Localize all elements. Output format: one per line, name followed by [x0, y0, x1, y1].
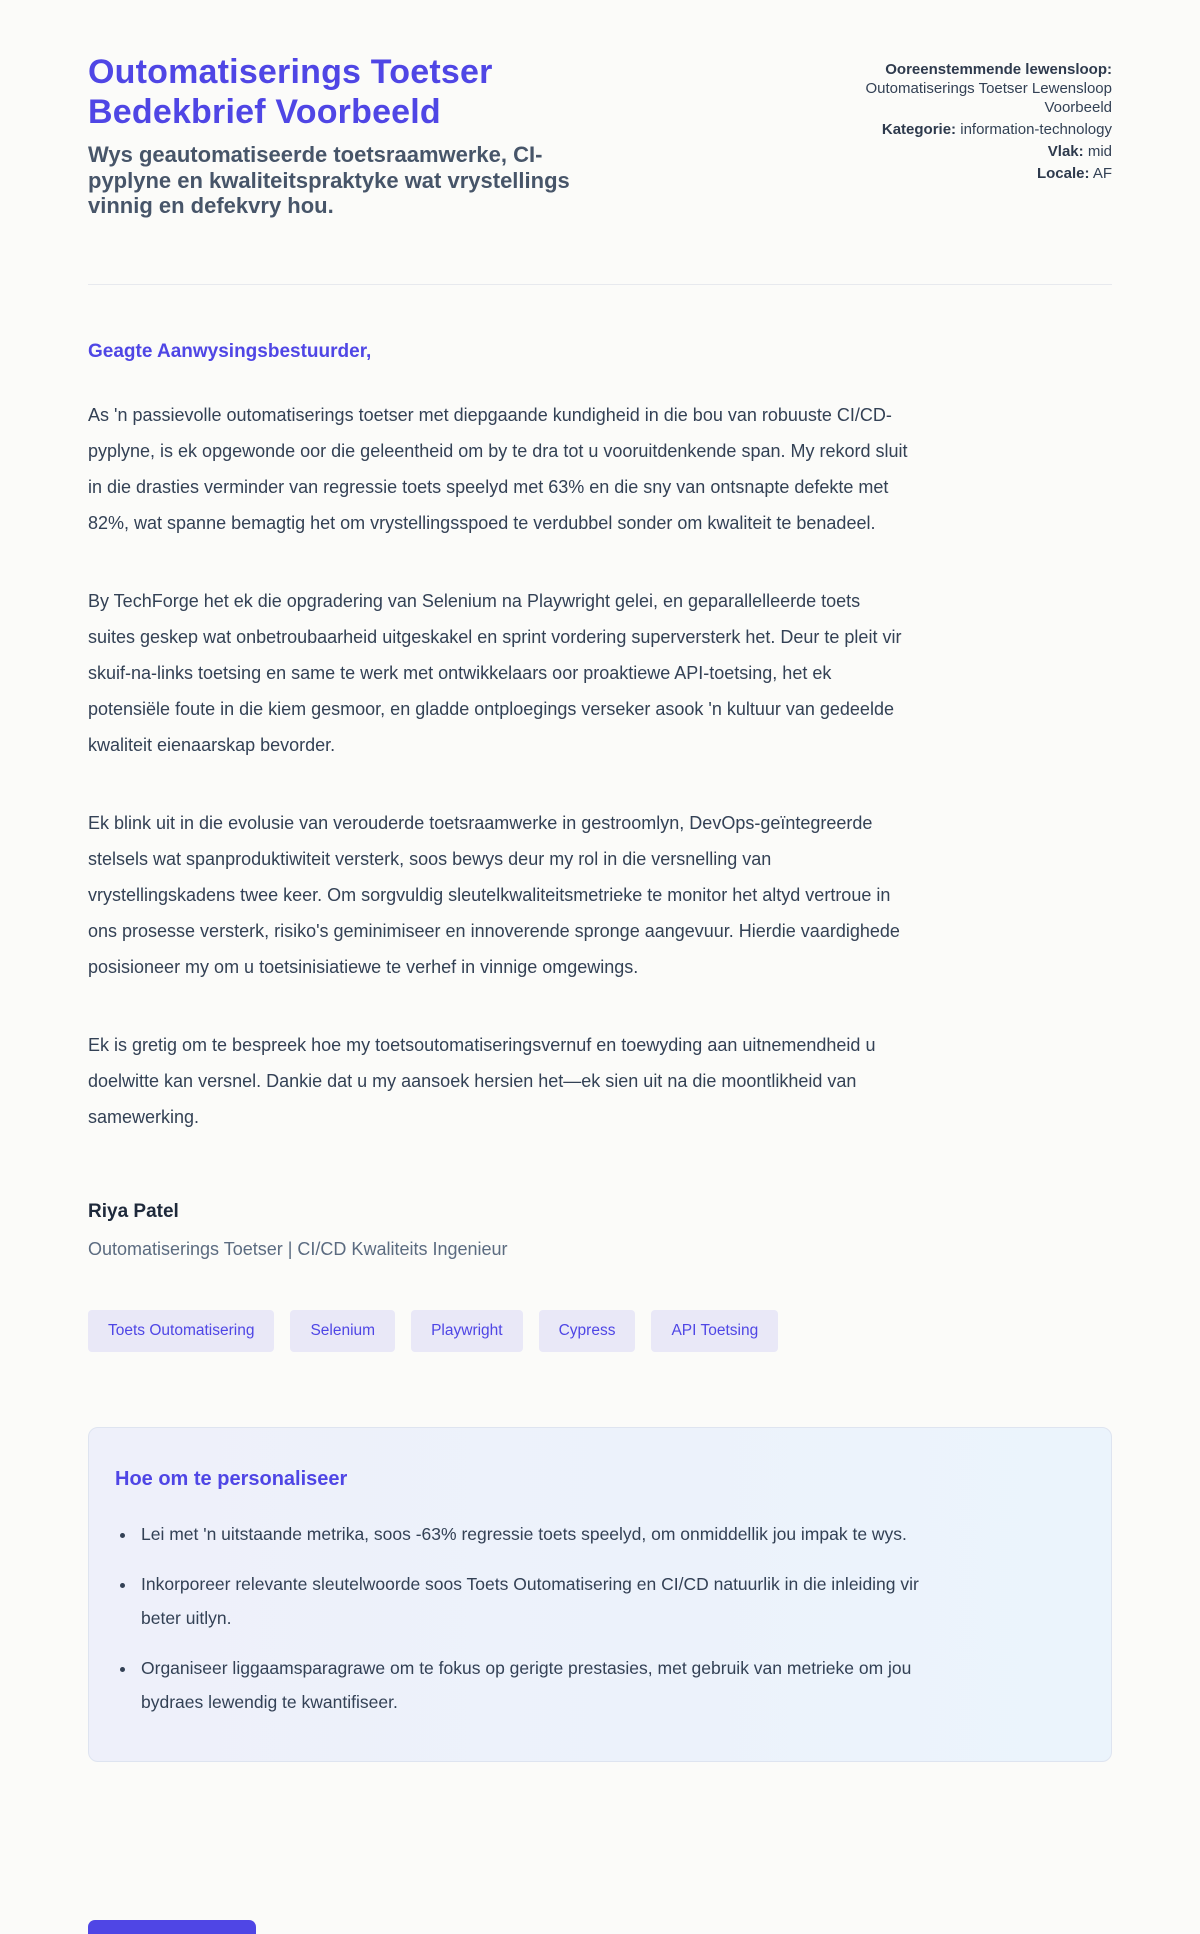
skill-tags-row	[88, 1310, 1112, 1352]
signature-name: Riya Patel	[88, 1201, 179, 1223]
tips-title: Hoe om te personaliseer	[115, 1468, 348, 1491]
tips-item: • Organiseer liggaamsparagrawe om te fokus op gerigte prestasies, met gebruik van metrieke om jou bydraes lewendig te kwantifiseer.	[137, 1651, 927, 1719]
meta-locale	[812, 164, 1112, 183]
letter-paragraph: By TechForge het ek die opgradering van Selenium na Playwright gelei, en geparallelleerde toets suites geskep wat onbetroubaarheid uitgeskakel en sprint vordering superversterk het. Deur te pleit vir skuif-na-links toetsing en same te werk met ontwikkelaars oor proaktiewe API-toetsing, het ek potensiële foute in die kiem gesmoor, en gladde ontploegings verseker asook 'n kultuur van gedeelde kwaliteit eienaarskap bevorder.	[88, 591, 902, 756]
header-divider	[88, 284, 1112, 285]
cutoff-button-partial[interactable]	[88, 1920, 256, 1934]
personalization-tips-box	[88, 1427, 1112, 1762]
letter-paragraph: As 'n passievolle outomatiserings toetser met diepgaande kundigheid in die bou van robuuste CI/CD-pyplyne, is ek opgewonde oor die geleentheid om by te dra tot u vooruitdenkende span. My rekord sluit in die drasties verminder van regressie toets speelyd met 63% en die sny van ontsnapte defekte met 82%, wat spanne bemagtig het om vrystellingsspoed te verdubbel sonder om kwaliteit te benadeel.	[88, 405, 908, 534]
tips-item: • Lei met 'n uitstaande metrika, soos -63% regressie toets speelyd, om onmiddellik jou impak te wys.	[137, 1517, 927, 1551]
signature-role: Outomatiserings Toetser | CI/CD Kwaliteits Ingenieur	[88, 1239, 508, 1260]
tag-playwright[interactable]: Playwright	[411, 1310, 523, 1352]
meta-value: AF	[1092, 165, 1112, 183]
tag-api-toetsing[interactable]: API Toetsing	[651, 1310, 778, 1352]
meta-category	[812, 120, 1112, 139]
meta-label: Kategorie:	[881, 121, 957, 139]
meta-level	[812, 142, 1112, 161]
tips-list	[115, 1517, 1081, 1719]
letter-greeting: Geagte Aanwysingsbestuurder,	[88, 341, 372, 363]
meta-label: Locale:	[1036, 165, 1090, 183]
tag-cypress[interactable]: Cypress	[539, 1310, 636, 1352]
page-subtitle: Wys geautomatiseerde toetsraamwerke, CI-pyplyne en kwaliteitspraktyke wat vrystellings vinnig en defekvry hou.	[88, 142, 570, 218]
meta-matching-resume	[812, 60, 1112, 117]
page-title: Outomatiserings Toetser Bedekbrief Voorbeeld	[88, 53, 493, 132]
meta-value: information-technology	[960, 121, 1112, 139]
letter-paragraph: Ek blink uit in die evolusie van verouderde toetsraamwerke in gestroomlyn, DevOps-geïntegreerde stelsels wat spanproduktiwiteit versterk, soos bewys deur my rol in die versnelling van vrystellingskadens twee keer. Om sorgvuldig sleutelkwaliteitsmetrieke te monitor het altyd vertroue in ons prosesse versterk, risiko's geminimiseer en innoverende spronge aangevuur. Hierdie vaardighede posisioneer my om u toetsinisiatiewe te verhef in vinnige omgewings.	[88, 813, 900, 978]
tips-item: • Inkorporeer relevante sleutelwoorde soos Toets Outomatisering en CI/CD natuurlik in die inleiding vir beter uitlyn.	[137, 1567, 927, 1635]
page-container	[88, 0, 1112, 1762]
letter-paragraph: Ek is gretig om te bespreek hoe my toetsoutomatiseringsvernuf en toewyding aan uitnemendheid u doelwitte kan versnel. Dankie dat u my aansoek hersien het—ek sien uit na die moontlikheid van samewerking.	[88, 1035, 876, 1128]
meta-value: mid	[1087, 143, 1112, 161]
meta-label: Ooreenstemmende lewensloop:	[885, 61, 1112, 78]
title-block	[88, 52, 668, 218]
meta-value: Outomatiserings Toetser Lewensloop Voorbeeld	[865, 80, 1112, 117]
meta-block	[812, 52, 1112, 186]
tag-selenium[interactable]: Selenium	[290, 1310, 395, 1352]
tag-toets-outomatisering[interactable]: Toets Outomatisering	[88, 1310, 274, 1352]
document-header	[88, 52, 1112, 218]
meta-label: Vlak:	[1047, 143, 1084, 161]
